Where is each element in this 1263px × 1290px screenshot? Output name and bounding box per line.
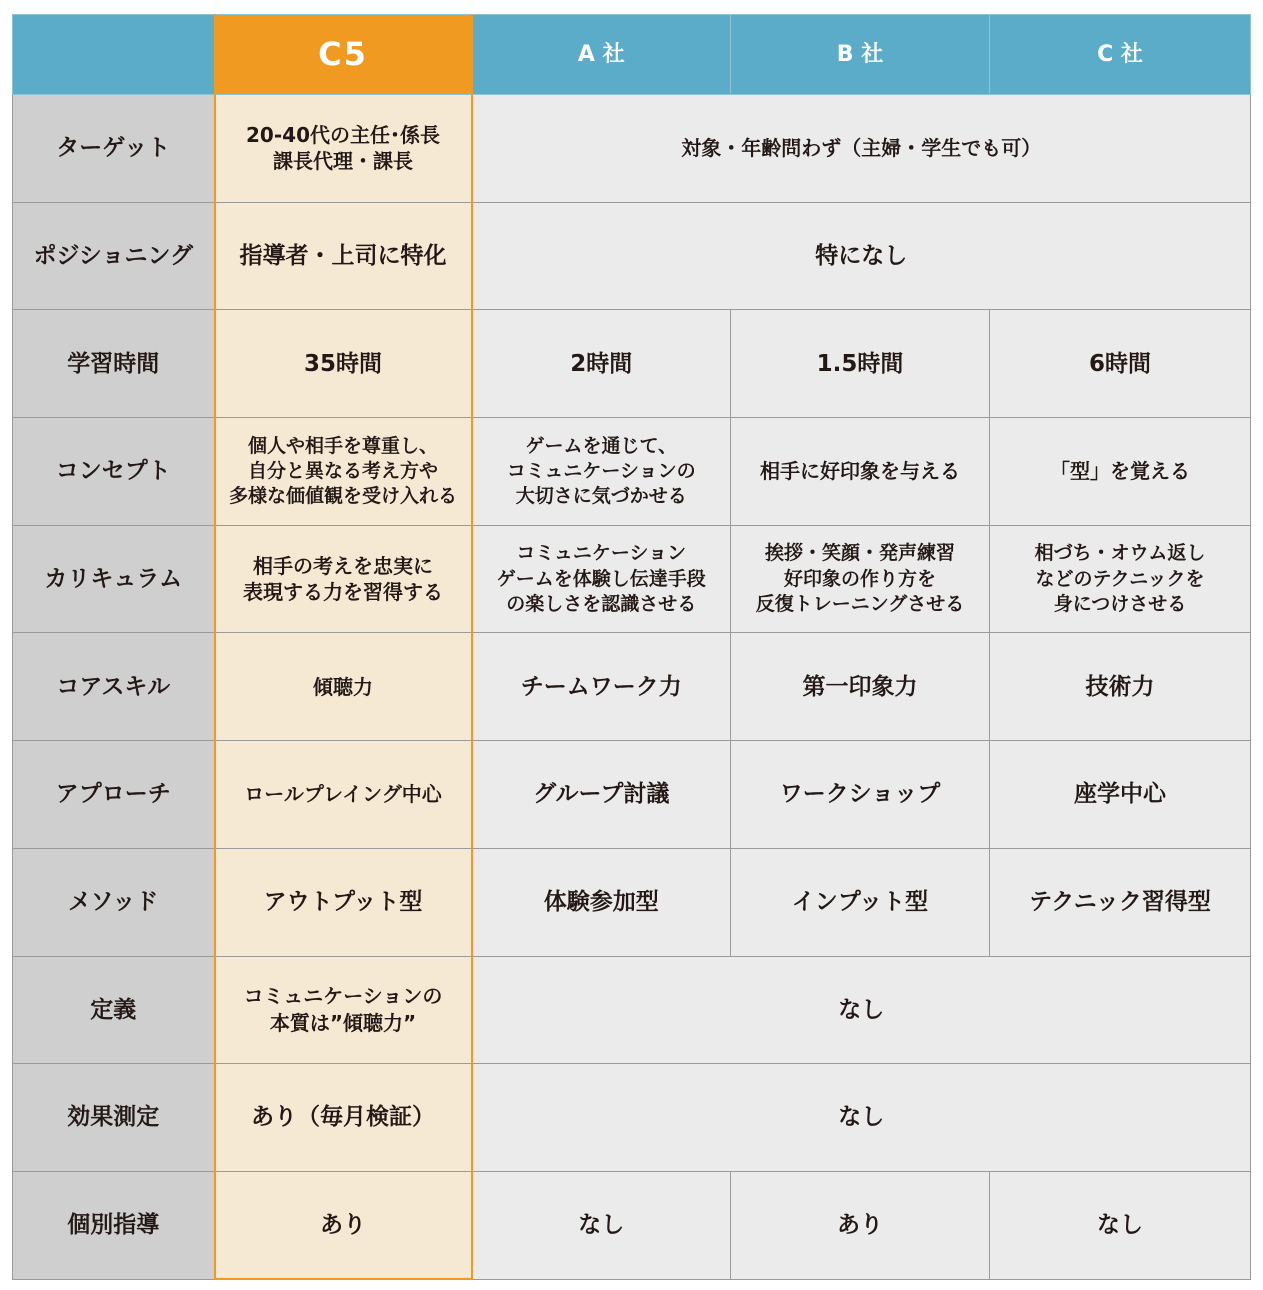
cell-definition-others: なし — [472, 956, 1251, 1064]
header-company-c: C 社 — [990, 15, 1251, 95]
cell-target-others: 対象・年齢問わず（主婦・学生でも可） — [472, 95, 1251, 203]
row-label-method: メソッド — [13, 848, 215, 956]
cell-line: 好印象の作り方を — [783, 567, 936, 590]
cell-line: 身につけさせる — [1053, 592, 1187, 615]
comparison-table — [12, 14, 1251, 1280]
cell-study-time-a: 2時間 — [472, 310, 731, 418]
cell-measurement-others: なし — [472, 1064, 1251, 1172]
cell-positioning-others: 特になし — [472, 202, 1251, 310]
cell-definition-c5 — [215, 956, 472, 1064]
row-label-measurement: 効果測定 — [13, 1064, 215, 1172]
cell-core-skill-c5: 傾聴力 — [215, 633, 472, 741]
row-label-study-time: 学習時間 — [13, 310, 215, 418]
header-company-b: B 社 — [731, 15, 990, 95]
cell-line: 相手の考えを忠実に — [253, 553, 433, 578]
row-label-definition: 定義 — [13, 956, 215, 1064]
cell-line: などのテクニックを — [1035, 567, 1205, 590]
cell-line: 課長代理・課長 — [273, 149, 413, 174]
cell-line: ゲームを通じて、 — [525, 434, 678, 457]
cell-method-b: インプット型 — [731, 848, 990, 956]
cell-curriculum-a — [472, 525, 731, 633]
cell-target-c5 — [215, 95, 472, 203]
cell-approach-b: ワークショップ — [731, 741, 990, 849]
row-target — [13, 95, 1251, 203]
cell-core-skill-a: チームワーク力 — [472, 633, 731, 741]
cell-concept-a — [472, 418, 731, 526]
row-concept — [13, 418, 1251, 526]
cell-concept-b: 相手に好印象を与える — [731, 418, 990, 526]
cell-individual-c5: あり — [215, 1171, 472, 1279]
cell-line: 相づち・オウム返し — [1034, 542, 1206, 565]
header-company-a: A 社 — [472, 15, 731, 95]
cell-individual-b: あり — [731, 1171, 990, 1279]
cell-line: コミュニケーションの — [506, 459, 696, 482]
header-corner — [13, 15, 215, 95]
cell-curriculum-c — [990, 525, 1251, 633]
cell-line: 20-40代の主任･係長 — [246, 122, 440, 147]
cell-line: 自分と異なる考え方や — [247, 459, 438, 482]
cell-line: 挨拶・笑顔・発声練習 — [764, 542, 955, 565]
cell-line: 個人や相手を尊重し、 — [247, 434, 438, 457]
cell-method-a: 体験参加型 — [472, 848, 731, 956]
row-label-curriculum: カリキュラム — [13, 525, 215, 633]
cell-line: 表現する力を習得する — [243, 580, 443, 605]
row-approach — [13, 741, 1251, 849]
cell-method-c: テクニック習得型 — [990, 848, 1251, 956]
cell-concept-c5 — [215, 418, 472, 526]
cell-line: 本質は”傾聴力” — [269, 1010, 417, 1035]
header-c5: C5 — [215, 15, 472, 95]
cell-approach-c: 座学中心 — [990, 741, 1251, 849]
cell-measurement-c5: あり（毎月検証） — [215, 1064, 472, 1172]
cell-study-time-b: 1.5時間 — [731, 310, 990, 418]
row-label-approach: アプローチ — [13, 741, 215, 849]
row-individual — [13, 1171, 1251, 1279]
cell-core-skill-b: 第一印象力 — [731, 633, 990, 741]
row-label-core-skill: コアスキル — [13, 633, 215, 741]
cell-line: 多様な価値観を受け入れる — [228, 484, 457, 507]
cell-concept-c: 「型」を覚える — [990, 418, 1251, 526]
cell-study-time-c: 6時間 — [990, 310, 1251, 418]
row-core-skill — [13, 633, 1251, 741]
row-definition — [13, 956, 1251, 1064]
cell-individual-c: なし — [990, 1171, 1251, 1279]
row-method — [13, 848, 1251, 956]
cell-individual-a: なし — [472, 1171, 731, 1279]
header-row — [13, 15, 1251, 95]
cell-line: ゲームを体験し伝達手段 — [496, 567, 706, 590]
cell-line: 反復トレーニングさせる — [755, 592, 965, 615]
cell-approach-a: グループ討議 — [472, 741, 731, 849]
row-label-concept: コンセプト — [13, 418, 215, 526]
cell-curriculum-c5 — [215, 525, 472, 633]
cell-line: の楽しさを認識させる — [506, 592, 697, 615]
cell-core-skill-c: 技術力 — [990, 633, 1251, 741]
row-label-individual: 個別指導 — [13, 1171, 215, 1279]
cell-study-time-c5: 35時間 — [215, 310, 472, 418]
row-label-positioning: ポジショニング — [13, 202, 215, 310]
row-positioning — [13, 202, 1251, 310]
row-study-time — [13, 310, 1251, 418]
cell-line: コミュニケーション — [516, 542, 687, 565]
row-label-target: ターゲット — [13, 95, 215, 203]
cell-line: 大切さに気づかせる — [515, 484, 687, 507]
cell-method-c5: アウトプット型 — [215, 848, 472, 956]
cell-line: コミュニケーションの — [243, 984, 443, 1009]
cell-approach-c5: ロールプレイング中心 — [215, 741, 472, 849]
row-curriculum — [13, 525, 1251, 633]
cell-curriculum-b — [731, 525, 990, 633]
cell-positioning-c5: 指導者・上司に特化 — [215, 202, 472, 310]
row-measurement — [13, 1064, 1251, 1172]
